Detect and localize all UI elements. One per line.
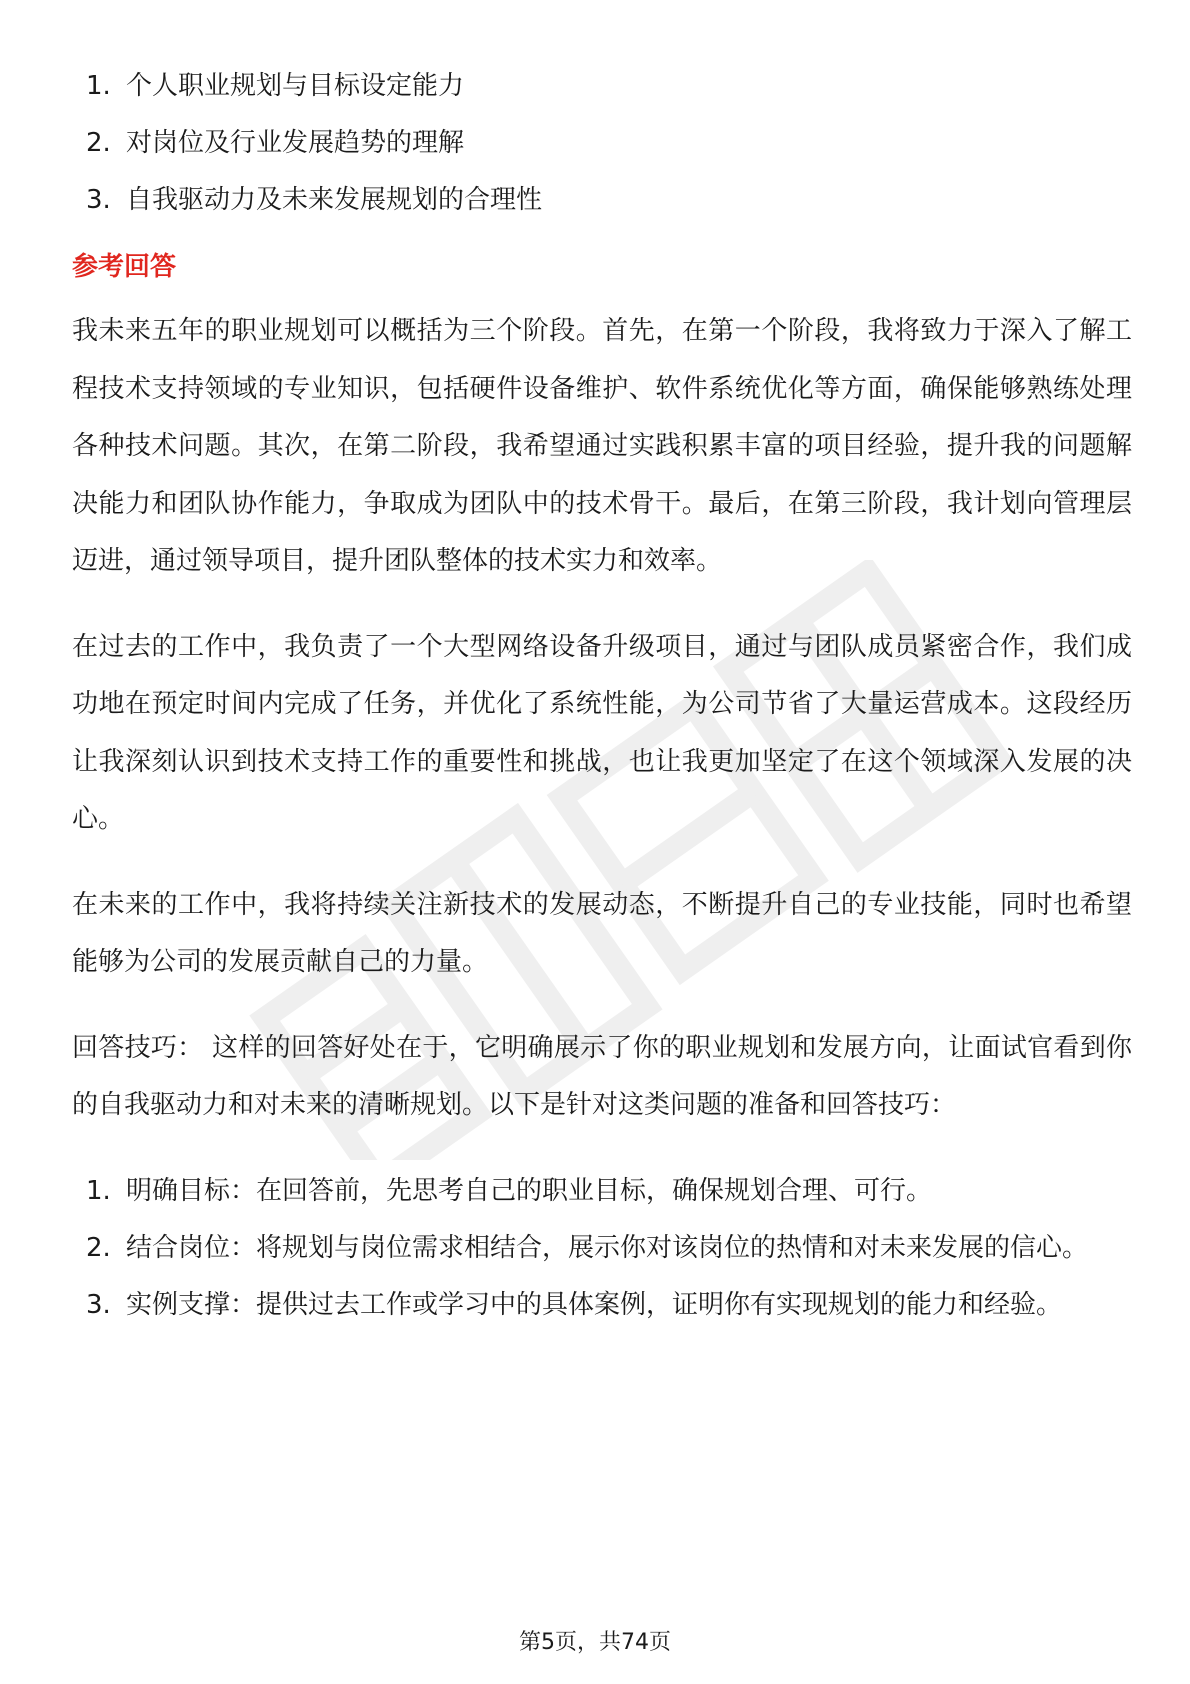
list-item-text: 对岗位及行业发展趋势的理解	[126, 128, 465, 158]
list-item-text: 实例支撑：提供过去工作或学习中的具体案例，证明你有实现规划的能力和经验。	[126, 1289, 1063, 1320]
list-item-text: 个人职业规划与目标设定能力	[126, 71, 465, 101]
list-item-text: 结合岗位：将规划与岗位需求相结合，展示你对该岗位的热情和对未来发展的信心。	[126, 1232, 1089, 1263]
intro-list	[72, 58, 1132, 229]
list-item-number: 2.	[86, 1232, 111, 1263]
list-item-text: 明确目标：在回答前，先思考自己的职业目标，确保规划合理、可行。	[126, 1175, 933, 1206]
tips-list	[72, 1163, 1132, 1334]
list-item-text: 自我驱动力及未来发展规划的合理性	[126, 185, 543, 215]
list-item-number: 2.	[86, 128, 111, 158]
list-item-number: 3.	[86, 185, 111, 215]
list-item	[72, 58, 1132, 115]
list-item-number: 1.	[86, 1175, 111, 1206]
answer-paragraph: 在过去的工作中，我负责了一个大型网络设备升级项目，通过与团队成员紧密合作，我们成功地在预定时间内完成了任务，并优化了系统性能，为公司节省了大量运营成本。这段经历让我深刻认识到技术支持工作的重要性和挑战，也让我更加坚定了在这个领域深入发展的决心。	[72, 631, 1132, 834]
list-item	[72, 115, 1132, 172]
list-item-number: 3.	[86, 1289, 111, 1320]
list-item-number: 1.	[86, 71, 111, 101]
list-item	[72, 172, 1132, 229]
tips-intro-paragraph: 回答技巧： 这样的回答好处在于，它明确展示了你的职业规划和发展方向，让面试官看到你的自我驱动力和对未来的清晰规划。以下是针对这类问题的准备和回答技巧：	[72, 1032, 1132, 1120]
list-item	[72, 1163, 1132, 1220]
answer-paragraph: 我未来五年的职业规划可以概括为三个阶段。首先，在第一个阶段，我将致力于深入了解工程技术支持领域的专业知识，包括硬件设备维护、软件系统优化等方面，确保能够熟练处理各种技术问题。其次，在第二阶段，我希望通过实践积累丰富的项目经验，提升我的问题解决能力和团队协作能力，争取成为团队中的技术骨干。最后，在第三阶段，我计划向管理层迈进，通过领导项目，提升团队整体的技术实力和效率。	[72, 316, 1132, 576]
list-item	[72, 1277, 1132, 1334]
page-footer: 第5页，共74页	[519, 1630, 671, 1655]
answer-paragraph: 在未来的工作中，我将持续关注新技术的发展动态，不断提升自己的专业技能，同时也希望能够为公司的发展贡献自己的力量。	[72, 889, 1132, 977]
content-area	[72, 58, 1132, 1334]
list-item	[72, 1220, 1132, 1277]
section-heading: 参考回答	[72, 252, 177, 282]
